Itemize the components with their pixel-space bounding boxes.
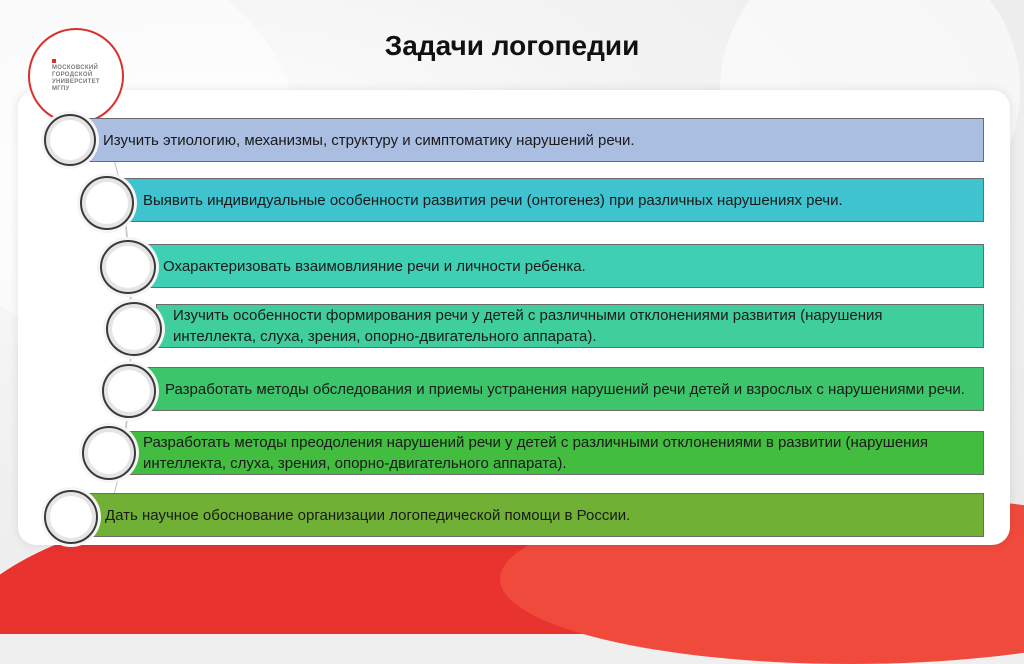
bullet-circle [102, 364, 156, 418]
logo-line: ГОРОДСКОЙ [52, 72, 93, 78]
task-text: Дать научное обоснование организации логопедической помощи в России. [105, 506, 631, 524]
task-row-3 [140, 244, 984, 288]
task-row-5 [146, 367, 984, 411]
task-row-6 [118, 431, 984, 475]
task-text: Разработать методы обследования и приемы устранения нарушений речи детей и взрослых с нарушениями речи. [165, 380, 965, 398]
logo-line: УНИВЕРСИТЕТ [52, 79, 100, 85]
task-text: Разработать методы преодоления нарушений речи у детей с различными отклонениями в развитии (нарушения интеллекта, слуха, зрения, опорно-двигательного аппарата). [143, 434, 928, 472]
task-row-2 [118, 178, 984, 222]
task-text: Выявить индивидуальные особенности развития речи (онтогенез) при различных нарушениях речи. [143, 191, 843, 209]
task-text: Охарактеризовать взаимовлияние речи и личности ребенка. [163, 257, 586, 275]
logo-line: МОСКОВСКИЙ [52, 65, 99, 71]
bullet-circle [106, 302, 162, 356]
task-row-7 [76, 493, 984, 537]
task-row-4 [156, 304, 984, 348]
task-text: Изучить этиологию, механизмы, структуру и симптоматику нарушений речи. [103, 131, 635, 149]
bullet-circle [44, 490, 98, 544]
page-title: Задачи логопедии [384, 30, 640, 61]
bullet-circle [44, 114, 96, 166]
bullet-circle [80, 176, 134, 230]
task-row-1 [76, 118, 984, 162]
logo-line: МГПУ [52, 86, 70, 92]
task-text: Изучить особенности формирования речи у детей с различными отклонениями развития (нарушения интеллекта, слуха, зрения, опорно-двигательного аппарата). [173, 307, 883, 345]
bullet-circle [82, 426, 136, 480]
bullet-circle [100, 240, 156, 294]
